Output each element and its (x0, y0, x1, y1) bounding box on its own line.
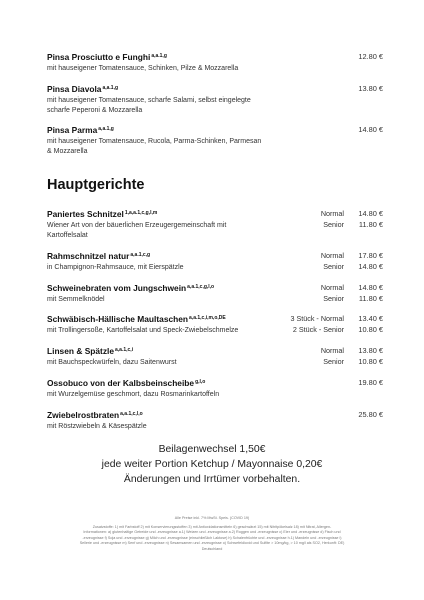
footer-line: Deutschland (201, 546, 223, 551)
variant-label: Normal (320, 209, 344, 218)
dish-name: Zwiebelrostbraten$^{a,a.1,c,l,o}$ (47, 410, 143, 420)
dish-price: 25.80 € (358, 410, 383, 419)
allergen-codes: a,a.1,c,g (130, 252, 151, 258)
dish-price: 10.80 € (358, 357, 383, 366)
variant-label: Senior (323, 220, 344, 229)
allergen-codes: 1,a,a.1,c,g,l,m (124, 210, 158, 216)
variant-label: Normal (320, 251, 344, 260)
dish-price: 14.80 € (358, 283, 383, 292)
dish-name: Linsen & Spätzle$^{a,a.1,c,i}$ (47, 346, 134, 356)
variant-label: Normal (320, 283, 344, 292)
dish-description: mit Röstzwiebeln & Käsespätzle (47, 423, 147, 430)
allergen-codes: a,a.1,c,g,l,o (187, 284, 215, 290)
dish-name: Schweinebraten vom Jungschwein$^{a,a.1,c,g,l,o}$ (47, 283, 215, 293)
dish-description: mit hauseigener Tomatensauce, scharfe Salami, selbst eingelegte scharfe Peperoni & Mozzarella (47, 97, 251, 115)
dish-price: 19.80 € (358, 378, 383, 387)
notice-line: Beilagenwechsel 1,50€ (158, 444, 266, 455)
allergen-codes: a,a.1,g (102, 85, 119, 91)
menu-item-zwiebelrostbraten (47, 409, 387, 432)
dish-price: 13.40 € (358, 314, 383, 323)
menu-item-pinsa-prosciutto (47, 51, 387, 74)
allergen-codes: a,a.1,c,l,o (120, 411, 143, 417)
dish-description: mit hauseigener Tomatensauce, Schinken, Pilze & Mozzarella (47, 65, 239, 72)
footer-disclaimer (60, 516, 364, 553)
variant-label: Senior (323, 294, 344, 303)
dish-price: 11.80 € (358, 220, 383, 229)
notice-line: Änderungen und Irrtümer vorbehalten. (123, 474, 301, 486)
dish-name: Pinsa Parma$^{a,a.1,g}$ (47, 125, 114, 135)
allergen-codes: a,a.1,c,i (115, 347, 134, 353)
notice (0, 442, 424, 488)
dish-price: 14.80 € (358, 209, 383, 218)
dish-name: Schwäbisch-Hällische Maultaschen$^{a,a.1,c,i,m,o,DE}$ (47, 314, 226, 324)
menu-item-pinsa-parma (47, 124, 387, 158)
variant-label: Senior (323, 262, 344, 271)
dish-name: Paniertes Schnitzel$^{1,a,a.1,c,g,l,m}$ (47, 209, 158, 219)
dish-price: 11.80 € (358, 294, 383, 303)
dish-price: 13.80 € (358, 346, 383, 355)
dish-description: mit Bauchspeckwürfeln, dazu Saitenwurst (47, 359, 177, 366)
dish-description: Wiener Art von der bäuerlichen Erzeugergemeinschaft mit Kartoffelsalat (47, 222, 227, 240)
dish-price: 12.80 € (358, 52, 383, 61)
footer-line: Informationen: a) glutenhaltige Getreide und -erzeugnisse a.1) Weizen und -erzeugnisse a.2) Roggen und -erzeugnisse c) Eier und -erzeugnisse d) Fisch und (83, 530, 341, 535)
section-title: Hauptgerichte (47, 177, 145, 193)
footer-line: Sellerie und -erzeugnisse m) Senf und -erzeugnisse n) Sesamsamen und -erzeugnisse o) Schwefeldioxid und Sulfite > 10mg/kg, > 10 mg/l als SO2, Herkunft: DE) (79, 541, 345, 546)
footer-line: Alle Preise inkl. 7% MwSt. Speis. (COVID 19) (174, 516, 250, 520)
variant-label: Senior (323, 357, 344, 366)
dish-name: Pinsa Prosciutto e Funghi$^{a,a.1,g}$ (47, 52, 167, 62)
variant-label: 3 Stück - Normal (290, 314, 344, 323)
allergen-codes: g,l,o (195, 379, 206, 385)
dish-price: 10.80 € (358, 325, 383, 334)
dish-price: 13.80 € (358, 84, 383, 93)
footer-line: -erzeugnisse f) Soja und -erzeugnisse g) Milch und -erzeugnisse (einschließlich Laktose) h) Schalenfrüchte und -erzeugnisse h.1) Mandeln und -erzeugnisse i) (82, 535, 342, 540)
dish-price: 17.80 € (358, 251, 383, 260)
notice-line: jede weiter Portion Ketchup / Mayonnaise 0,20€ (101, 459, 323, 471)
dish-name: Pinsa Diavola$^{a,a.1,g}$ (47, 84, 119, 94)
dish-price: 14.80 € (358, 125, 383, 134)
menu-item-pinsa-diavola (47, 83, 387, 117)
dish-description: in Champignon-Rahmsauce, mit Eierspätzle (47, 264, 184, 271)
allergen-codes: a,a.1,g (151, 53, 167, 59)
dish-price: 14.80 € (358, 262, 383, 271)
dish-description: mit Wurzelgemüse geschmort, dazu Rosmarinkartoffeln (47, 391, 220, 398)
dish-name: Ossobuco von der Kalbsbeinscheibe$^{g,l,o}$ (47, 378, 206, 388)
allergen-codes: a,a.1,c,i,m,o,DE (189, 315, 226, 321)
dish-description: mit Trollingersoße, Kartoffelsalat und Speck-Zwiebelschmelze (47, 327, 239, 334)
allergen-codes: a,a.1,g (98, 126, 114, 132)
variant-label: 2 Stück - Senior (292, 325, 344, 334)
dish-name: Rahmschnitzel natur$^{a,a.1,c,g}$ (47, 251, 151, 261)
menu-item-ossobuco (47, 377, 387, 400)
dish-description: mit hauseigener Tomatensauce, Rucola, Parma-Schinken, Parmesan & Mozzarella (47, 138, 262, 156)
variant-label: Normal (320, 346, 344, 355)
footer-line: Zusatzstoffe: 1) mit Farbstoff 2) mit Konservierungsstoffen 3) mit Antioxidationsmitteln 6) geschwärzt 15) mit Nitritpökelsalz 18) mit Nitrat, Allergen- (92, 524, 332, 529)
dish-description: mit Semmelknödel (47, 296, 105, 303)
